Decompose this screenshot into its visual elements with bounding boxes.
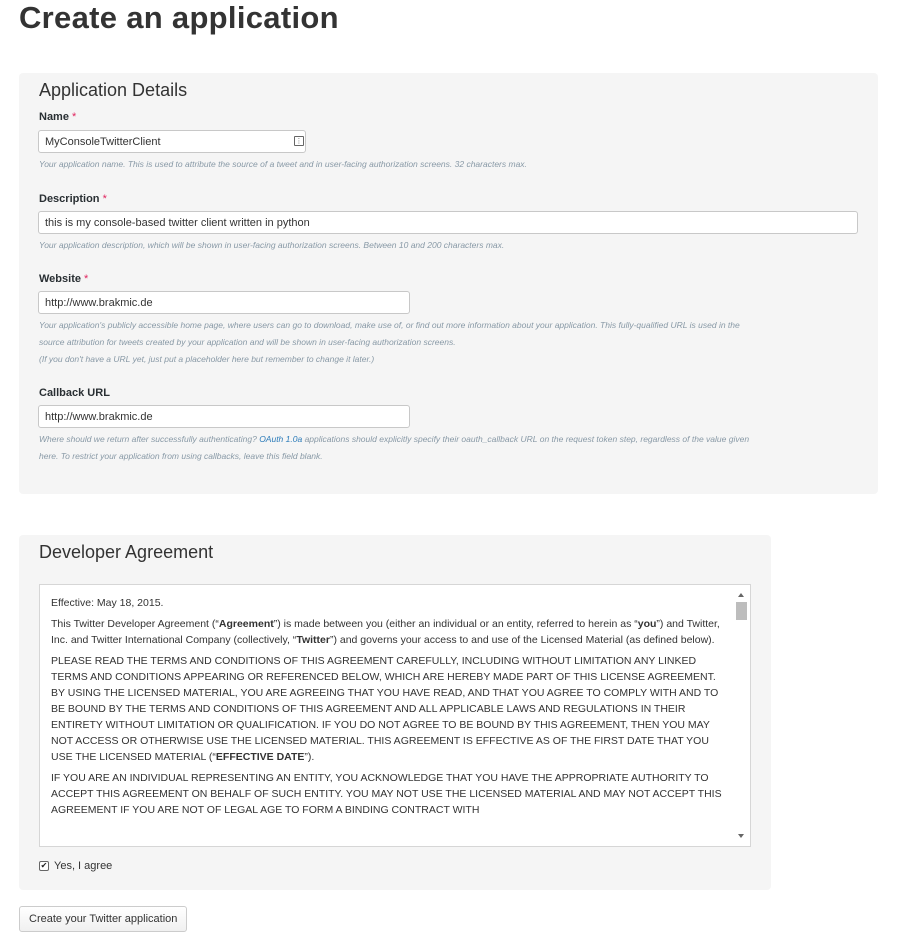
website-help-line: source attribution for tweets created by your application and will be shown in user-facing authorization screens. [39,337,456,347]
agreement-scrollbar[interactable] [734,585,750,846]
developer-agreement-panel [19,535,771,890]
agreement-paragraph [51,616,731,648]
name-help: Your application name. This is used to attribute the source of a tweet and in user-facing authorization screens. 32 characters max. [39,159,527,169]
description-label-text: Description [39,193,100,205]
callback-url-label-text: Callback URL [39,387,110,399]
agreement-paragraph: IF YOU ARE AN INDIVIDUAL REPRESENTING AN ENTITY, YOU ACKNOWLEDGE THAT YOU HAVE THE APPROPRIATE AUTHORITY TO ACCEPT THIS AGREEMENT ON BEHALF OF SUCH ENTITY. YOU MAY NOT USE THE LICENSED MATERIAL AND MAY NOT ACCEPT THIS AGREEMENT IF YOU ARE NOT OF LEGAL AGE TO FORM A BINDING CONTRACT WITH [51,772,722,816]
create-application-button[interactable]: Create your Twitter application [19,906,187,932]
agreement-scroll-box[interactable] [39,584,751,847]
website-label-text: Website [39,273,81,285]
callback-url-help [39,431,869,465]
developer-agreement-heading: Developer Agreement [39,542,214,562]
description-help: Your application description, which will be shown in user-facing authorization screens. Between 10 and 200 characters max. [39,240,505,250]
agreement-effective: Effective: May 18, 2015. [51,597,164,609]
description-input[interactable] [38,211,858,234]
name-input[interactable] [38,130,306,153]
agreement-text-span: PLEASE READ THE TERMS AND CONDITIONS OF THIS AGREEMENT CAREFULLY, INCLUDING WITHOUT LIMITATION ANY LINKED TERMS AND CONDITIONS APPEARING OR REFERENCED BELOW, WHICH ARE HEREBY MADE PART OF THIS LICENSE AGREEMENT. BY USING THE LICENSED MATERIAL, YOU ARE AGREEING THAT YOU HAVE READ, AND THAT YOU AGREE TO COMPLY WITH AND TO BE BOUND BY THE TERMS AND CONDITIONS OF THIS AGREEMENT AND ALL APPLICABLE LAWS AND REGULATIONS IN THEIR ENTIRETY WITHOUT LIMITATION OR QUALIFICATION. IF YOU DO NOT AGREE TO BE BOUND BY THIS AGREEMENT, THEN YOU MAY NOT ACCESS OR OTHERWISE USE THE LICENSED MATERIAL. THIS AGREEMENT IS EFFECTIVE AS OF THE FIRST DATE THAT YOU USE THE LICENSED MATERIAL (“ [51,655,719,763]
callback-help-line [39,431,869,448]
scroll-down-arrow-icon[interactable] [738,834,744,838]
website-help-line: (If you don't have a URL yet, just put a placeholder here but remember to change it later.) [39,354,375,364]
agreement-text-span: ”) is made between you (either an individual or an entity, referred to herein as “ [273,618,638,630]
agree-checkbox[interactable]: ✔ [40,861,48,870]
agreement-text-span: ”) and Twitter, Inc. and Twitter International Company (collectively, “ [51,618,720,646]
callback-help-text: applications should explicitly specify their oauth_callback URL on the request token step, regardless of the value given [304,434,750,444]
agreement-text [51,595,731,823]
required-marker: * [72,111,77,123]
name-label-text: Name [39,111,69,123]
scrollbar-thumb[interactable] [736,602,747,620]
website-input[interactable] [38,291,410,314]
page-title: Create an application [19,0,339,35]
agreement-bold: Twitter [296,634,330,646]
callback-url-input[interactable] [38,405,410,428]
agree-checkbox-row[interactable] [39,860,112,872]
agreement-bold: you [637,618,657,630]
website-help [39,317,869,368]
agree-label: Yes, I agree [54,860,113,872]
application-details-panel [19,73,878,494]
description-label [39,193,107,205]
agreement-text-span: ”). [304,751,315,763]
callback-help-text: Where should we return after successfully authenticating? [39,434,257,444]
oauth-link[interactable]: OAuth 1.0a [259,434,303,444]
agreement-bold: EFFECTIVE DATE [215,751,305,763]
agreement-text-span: This Twitter Developer Agreement (“ [51,618,219,630]
name-label [39,111,76,123]
agreement-paragraph [51,653,731,765]
required-marker: * [102,193,107,205]
scroll-up-arrow-icon[interactable] [738,593,744,597]
application-details-heading: Application Details [39,80,188,100]
callback-help-line: here. To restrict your application from using callbacks, leave this field blank. [39,451,323,461]
agreement-text-span: ”) and governs your access to and use of the Licensed Material (as defined below). [329,634,715,646]
agreement-bold: Agreement [218,618,274,630]
callback-url-label [39,387,110,399]
required-marker: * [84,273,89,285]
website-help-line: Your application's publicly accessible home page, where users can go to download, make use of, or find out more information about your application. This fully-qualified URL is used in the [39,320,740,330]
website-label [39,273,88,285]
input-autofill-icon[interactable]: ⋮ [295,137,303,145]
